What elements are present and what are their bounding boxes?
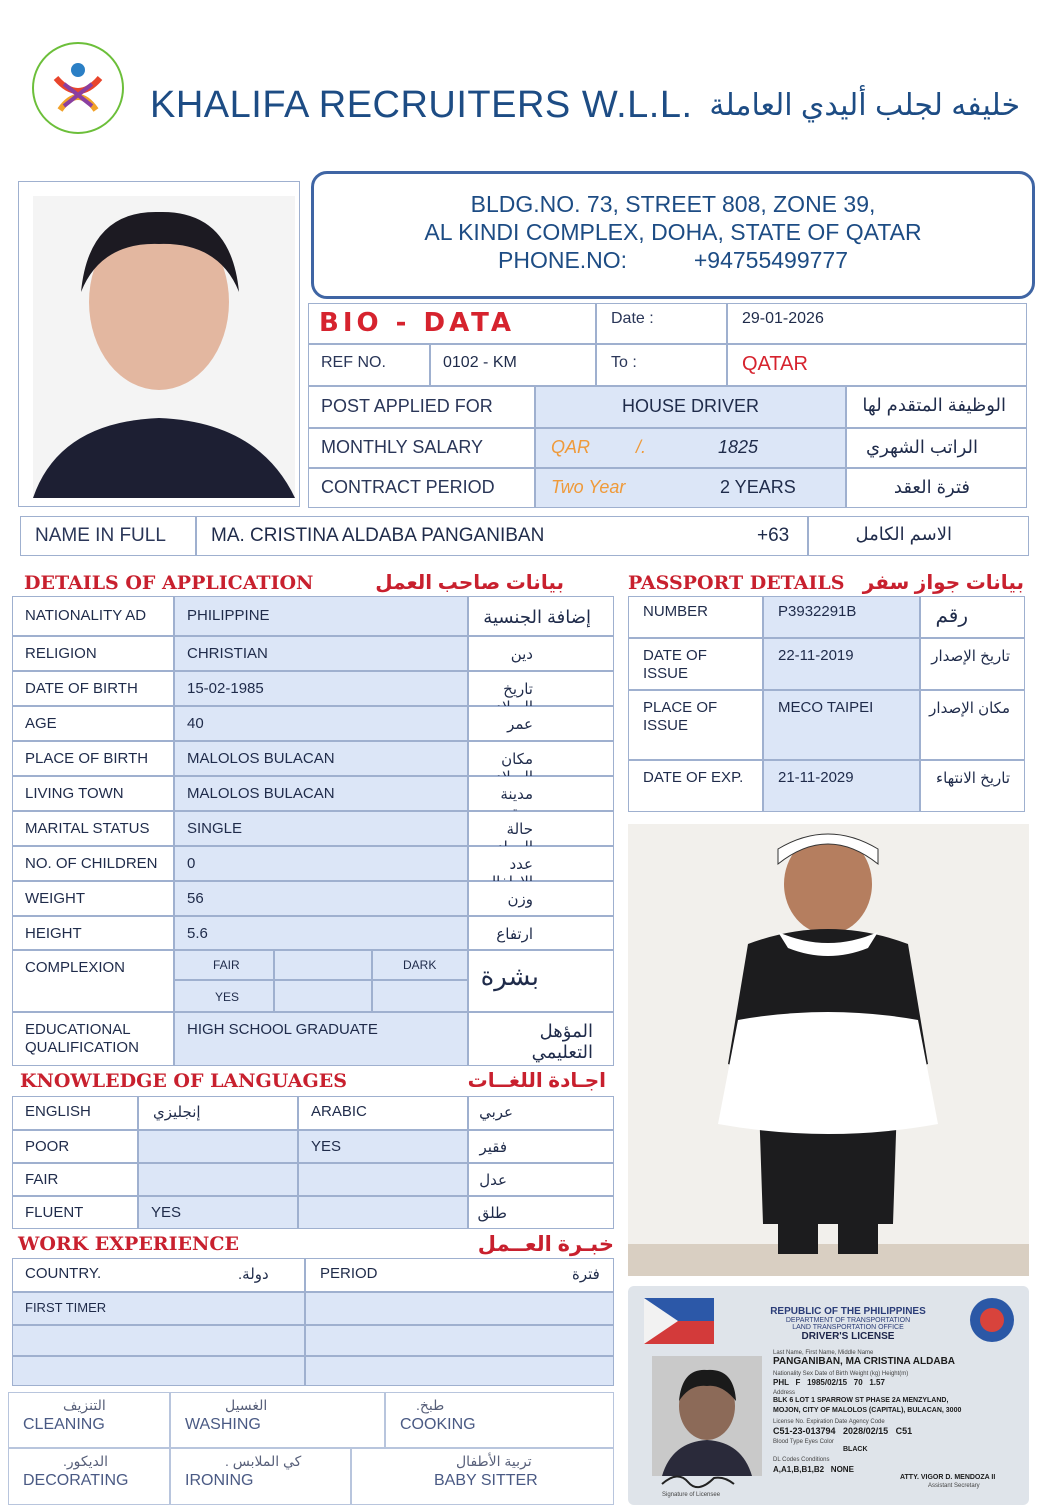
application-row-label: WEIGHT (12, 881, 174, 916)
application-row-value: 5.6 (174, 916, 468, 950)
to-label: To : (596, 344, 727, 386)
complexion-mid (274, 950, 372, 980)
education-label-1: EDUCATIONAL (25, 1021, 131, 1038)
skill-english: IRONING (185, 1472, 254, 1489)
license-address-2: MOJON, CITY OF MALOLOS (CAPITAL), BULACAN, 3000 (773, 1407, 962, 1414)
work-title-arabic: خبـرة العــمل (477, 1233, 614, 1256)
application-row-arabic: عمر (468, 706, 614, 741)
license-official: ATTY. VIGOR D. MENDOZA II (900, 1474, 996, 1481)
application-row-arabic: مدينة (468, 776, 614, 811)
license-name: PANGANIBAN, MA CRISTINA ALDABA (773, 1356, 956, 1367)
complexion-blank-1 (274, 980, 372, 1012)
ref-label: REF NO. (308, 344, 430, 386)
license-signature-caption: Signature of Licensee (662, 1492, 721, 1498)
education-label (12, 1012, 174, 1066)
salary-amount: 1825 (718, 437, 759, 457)
license-address-caption: Address (773, 1390, 796, 1396)
contract-value: 2 YEARS (720, 477, 796, 497)
company-logo (32, 42, 124, 134)
application-title: DETAILS OF APPLICATION (24, 572, 314, 594)
name-label: NAME IN FULL (20, 516, 196, 556)
address-line-2: AL KINDI COMPLEX, DOHA, STATE OF QATAR (424, 219, 922, 245)
bio-data-title (308, 303, 596, 344)
education-label-arabic: المؤهل التعليمي (468, 1012, 614, 1066)
skill-english: COOKING (400, 1416, 476, 1433)
license-number: C51-23-013794 2028/02/15 C51 (773, 1426, 913, 1436)
language-arabic-value: YES (298, 1130, 468, 1163)
license-flag-icon (644, 1298, 714, 1344)
salary-currency: QAR (551, 437, 591, 457)
application-row-value: PHILIPPINE (174, 596, 468, 636)
passport-number-label: NUMBER (628, 596, 763, 638)
application-row-value: 0 (174, 846, 468, 881)
address-line-1: BLDG.NO. 73, STREET 808, ZONE 39, (470, 191, 876, 217)
issue-place: MECO TAIPEI (763, 690, 920, 760)
application-row-label: NO. OF CHILDREN (12, 846, 174, 881)
skill-cell (351, 1448, 614, 1505)
issue-place-arabic: مكان الإصدار (920, 690, 1025, 760)
complexion-label-arabic: بشرة (468, 950, 614, 1012)
application-row-label: AGE (12, 706, 174, 741)
license-details-caption: Nationality Sex Date of Birth Weight (kg) Height(m) (773, 1371, 909, 1377)
application-row-label: LIVING TOWN (12, 776, 174, 811)
application-row-value: 56 (174, 881, 468, 916)
post-label-arabic: الوظيفة المتقدم لها (846, 386, 1027, 428)
issue-date-arabic: تاريخ الإصدار (920, 638, 1025, 690)
application-row-label: MARITAL STATUS (12, 811, 174, 846)
application-row-label: NATIONALITY AD (12, 596, 174, 636)
application-row-arabic: تاريخ (468, 671, 614, 706)
application-row-label: PLACE OF BIRTH (12, 741, 174, 776)
issue-date: 22-11-2019 (763, 638, 920, 690)
issue-date-label-2: ISSUE (643, 665, 689, 682)
post-value: HOUSE DRIVER (535, 386, 846, 428)
license-address-1: BLK 6 LOT 1 SPARROW ST PHASE 2A MENZYLAND, (773, 1397, 949, 1404)
company-name-arabic: خليفه لجلب أليدي العاملة (709, 89, 1020, 122)
skill-english: DECORATING (23, 1472, 129, 1489)
license-header-1: REPUBLIC OF THE PHILIPPINES (770, 1306, 926, 1317)
bio-data-title-text: BIO - DATA (319, 308, 516, 338)
lang-arabic-header: ARABIC (298, 1096, 468, 1130)
date-label: Date : (596, 303, 727, 344)
lang-english-header-arabic: إنجليزي (138, 1096, 298, 1130)
work-row-2-country (12, 1325, 305, 1356)
work-row-3-country (12, 1356, 305, 1386)
skill-cell (170, 1448, 351, 1505)
passport-title: PASSPORT DETAILS (628, 572, 845, 594)
complexion-dark-label: DARK (372, 950, 468, 980)
date-value: 29-01-2026 (727, 303, 1027, 344)
skill-cell (170, 1392, 385, 1448)
license-codes-caption: DL Codes Conditions (773, 1457, 830, 1463)
application-row-value: 40 (174, 706, 468, 741)
language-level-label: POOR (12, 1130, 138, 1163)
issue-place-label-2: ISSUE (643, 717, 689, 734)
application-row-arabic: ارتفاع (468, 916, 614, 950)
skill-arabic: الغسيل (225, 1397, 268, 1413)
language-english-value: YES (138, 1196, 298, 1229)
skill-arabic: تربية الأطفال (456, 1453, 532, 1469)
phone-number: +94755499777 (693, 247, 848, 273)
skill-arabic: كي الملابس . (225, 1453, 302, 1469)
license-seal-icon (968, 1296, 1016, 1344)
application-row-value: 15-02-1985 (174, 671, 468, 706)
drivers-license (628, 1286, 1029, 1505)
skill-arabic: طبخ. (416, 1397, 445, 1413)
complexion-value: YES (174, 980, 274, 1012)
expiry-date: 21-11-2029 (763, 760, 920, 812)
application-row-label: DATE OF BIRTH (12, 671, 174, 706)
application-row-arabic: إضافة الجنسية (468, 596, 614, 636)
issue-date-label-1: DATE OF (643, 647, 707, 664)
logo-icon (34, 44, 122, 132)
issue-place-label (628, 690, 763, 760)
skill-english: WASHING (185, 1416, 261, 1433)
full-body-photo (628, 824, 1029, 1276)
license-details: PHL F 1985/02/15 70 1.57 (773, 1378, 885, 1387)
skill-cell (8, 1392, 170, 1448)
passport-number-arabic: رقم (920, 596, 1025, 638)
skill-cell (8, 1448, 170, 1505)
to-value: QATAR (727, 344, 1027, 386)
skill-english: BABY SITTER (434, 1472, 538, 1489)
license-eyes: BLACK (843, 1446, 868, 1453)
phone-label: PHONE.NO: (498, 247, 628, 273)
license-blood-caption: Blood Type Eyes Color (773, 1439, 834, 1445)
application-row-value: CHRISTIAN (174, 636, 468, 671)
application-title-arabic: بيانات صاحب العمل (375, 572, 564, 594)
language-english-value (138, 1130, 298, 1163)
contract-value-cell (535, 468, 846, 508)
complexion-fair-label: FAIR (174, 950, 274, 980)
complexion-label: COMPLEXION (12, 950, 174, 1012)
license-number-caption: License No. Expiration Date Agency Code (773, 1419, 885, 1425)
signature-icon (658, 1466, 738, 1492)
license-header-4: DRIVER'S LICENSE (801, 1331, 895, 1342)
lang-english-header: ENGLISH (12, 1096, 138, 1130)
application-row-arabic: عدد (468, 846, 614, 881)
contract-hint: Two Year (551, 477, 626, 497)
application-row-arabic: مكان (468, 741, 614, 776)
work-country-header (12, 1258, 305, 1292)
language-english-value (138, 1163, 298, 1196)
skill-english: CLEANING (23, 1416, 105, 1433)
license-header-2: DEPARTMENT OF TRANSPORTATION (785, 1317, 911, 1324)
passport-title-arabic: بيانات جواز سفر (862, 572, 1024, 594)
expiry-label: DATE OF EXP. (628, 760, 763, 812)
complexion-blank-2 (372, 980, 468, 1012)
language-level-arabic: عدل (468, 1163, 614, 1196)
name-value-cell (196, 516, 808, 556)
application-row-arabic: وزن (468, 881, 614, 916)
application-row-label: HEIGHT (12, 916, 174, 950)
license-header-3: LAND TRANSPORTATION OFFICE (792, 1324, 904, 1331)
skill-arabic: الديكور. (63, 1453, 109, 1469)
phone-line (314, 246, 1032, 274)
work-row-1-period (305, 1292, 614, 1325)
expiry-arabic: تاريخ الانتهاء (920, 760, 1025, 812)
full-name: MA. CRISTINA ALDABA PANGANIBAN (211, 525, 545, 546)
application-row-label: RELIGION (12, 636, 174, 671)
contract-label: CONTRACT PERIOD (308, 468, 535, 508)
language-arabic-value (298, 1196, 468, 1229)
language-level-label: FAIR (12, 1163, 138, 1196)
application-row-arabic: حالة (468, 811, 614, 846)
license-codes: A,A1,B,B1,B2 NONE (773, 1465, 854, 1474)
salary-label: MONTHLY SALARY (308, 428, 535, 468)
languages-title: KNOWLEDGE OF LANGUAGES (20, 1070, 347, 1092)
application-row-value: SINGLE (174, 811, 468, 846)
passport-number: P3932291B (763, 596, 920, 638)
company-name: KHALIFA RECRUITERS W.L.L. (150, 84, 693, 126)
license-photo (652, 1356, 762, 1476)
work-period-header (305, 1258, 614, 1292)
contract-label-arabic: فترة العقد (846, 468, 1027, 508)
languages-title-arabic: اجـادة اللغــات (467, 1070, 606, 1092)
language-level-arabic: طلق (468, 1196, 614, 1229)
work-row-2-period (305, 1325, 614, 1356)
application-row-value: MALOLOS BULACAN (174, 776, 468, 811)
education-value: HIGH SCHOOL GRADUATE (174, 1012, 468, 1066)
license-name-caption: Last Name, First Name, Middle Name (773, 1350, 874, 1356)
name-label-arabic: الاسم الكامل (808, 516, 1029, 556)
work-row-1-country: FIRST TIMER (12, 1292, 305, 1325)
skill-arabic: التنزيف (63, 1397, 106, 1413)
application-row-value: MALOLOS BULACAN (174, 741, 468, 776)
work-row-3-period (305, 1356, 614, 1386)
issue-date-label (628, 638, 763, 690)
work-period-arabic: فترة (572, 1266, 600, 1283)
ref-value: 0102 - KM (430, 344, 596, 386)
license-official-title: Assistant Secretary (928, 1483, 980, 1489)
post-label: POST APPLIED FOR (308, 386, 535, 428)
work-title: WORK EXPERIENCE (18, 1233, 239, 1255)
salary-separator: /. (636, 437, 647, 457)
profile-photo (18, 181, 300, 507)
issue-place-label-1: PLACE OF (643, 699, 718, 716)
skill-cell (385, 1392, 614, 1448)
application-row-arabic: دين (468, 636, 614, 671)
address-box (311, 171, 1035, 299)
language-arabic-value (298, 1163, 468, 1196)
work-country-arabic: دولة. (238, 1266, 269, 1283)
language-level-arabic: فقير (468, 1130, 614, 1163)
lang-arabic-header-arabic: عربي (468, 1096, 614, 1130)
language-level-label: FLUENT (12, 1196, 138, 1229)
salary-value-cell (535, 428, 846, 468)
education-label-2: QUALIFICATION (25, 1039, 139, 1056)
work-country-label: COUNTRY. (25, 1265, 102, 1282)
salary-label-arabic: الراتب الشهري (846, 428, 1027, 468)
work-period-label: PERIOD (320, 1265, 378, 1282)
phone-code: +63 (757, 525, 790, 546)
